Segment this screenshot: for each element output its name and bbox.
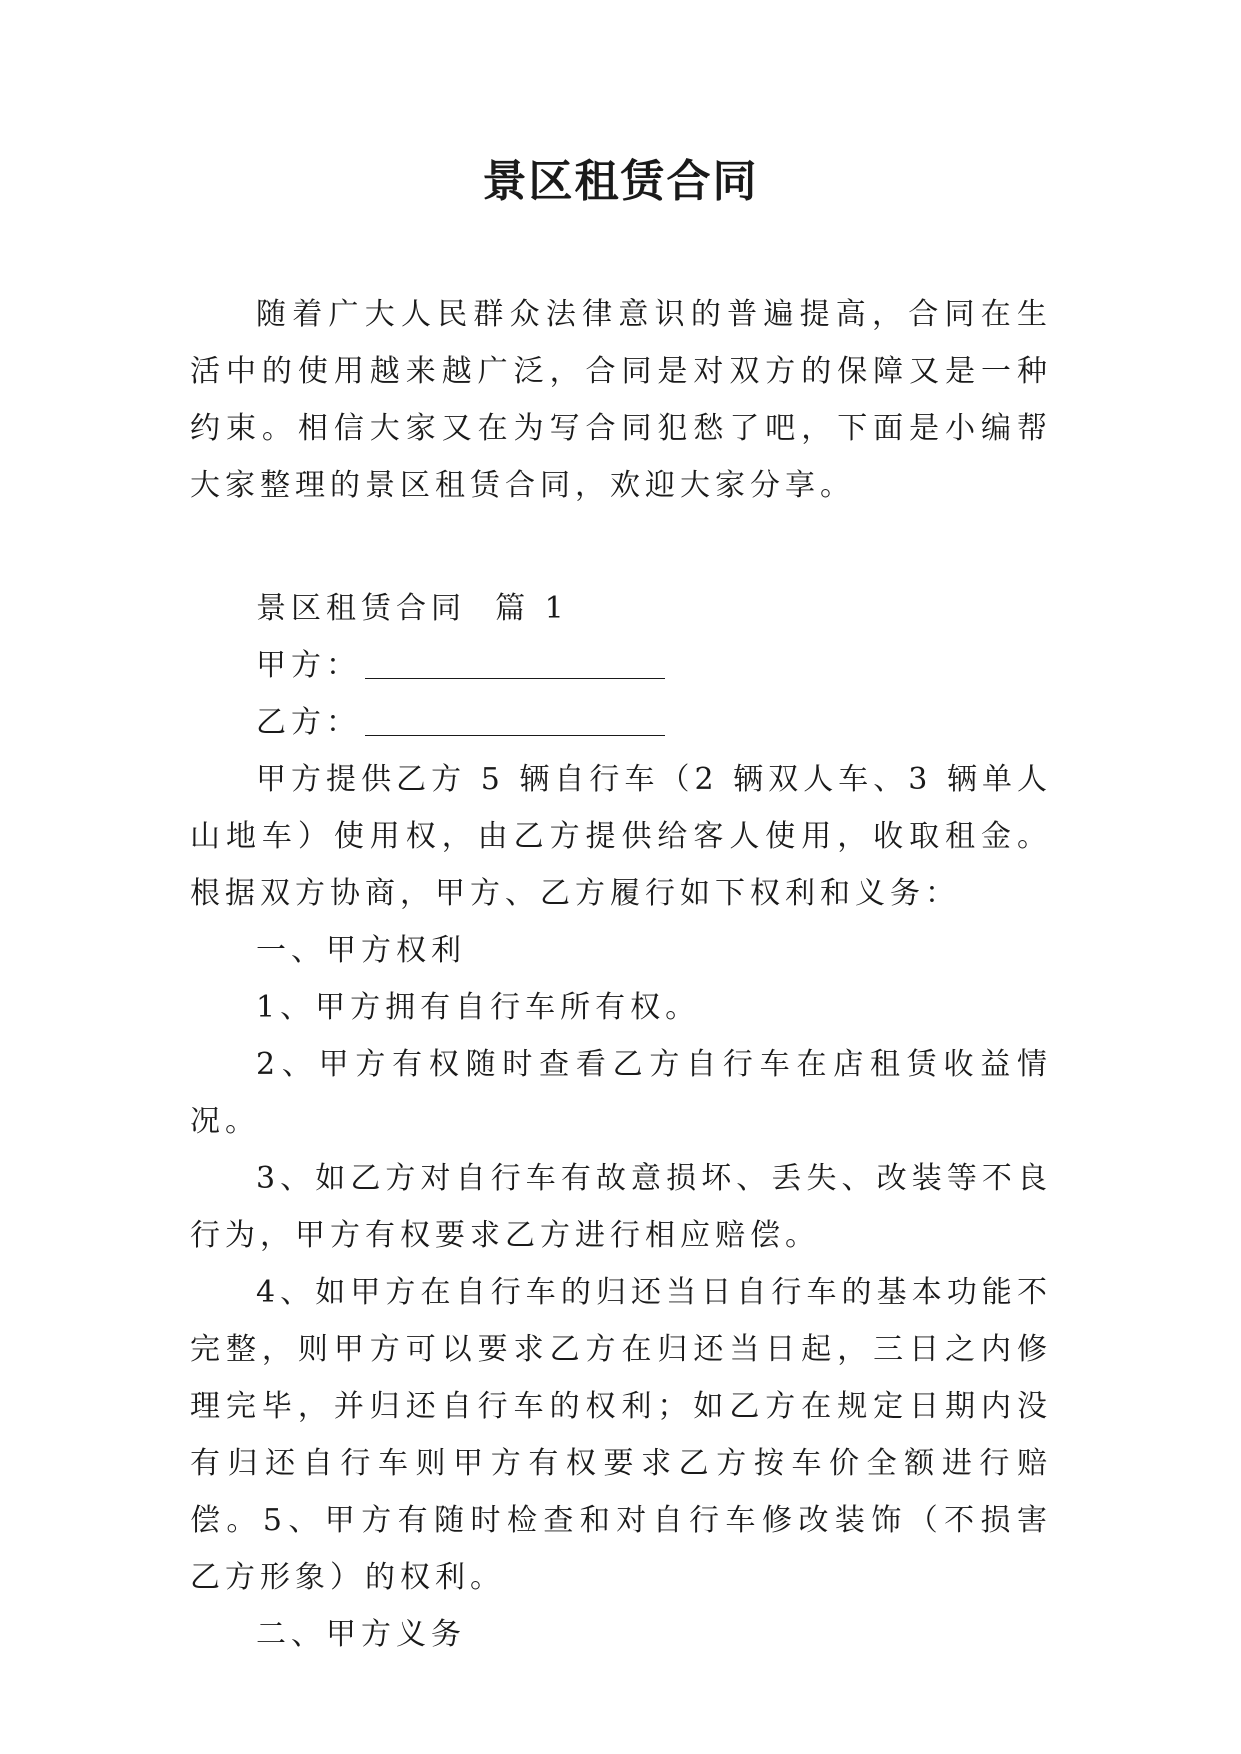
party-a-blank	[365, 648, 665, 679]
heading-party-a-rights: 一、甲方权利	[256, 933, 466, 968]
party-b-label: 乙方：	[256, 705, 361, 740]
party-a-line	[190, 637, 1052, 694]
section-heading: 景区租赁合同 篇 1	[256, 591, 569, 626]
clause-1: 1、甲方拥有自行车所有权。	[256, 990, 701, 1025]
document-title: 景区租赁合同	[482, 156, 759, 207]
party-b-blank	[365, 705, 665, 736]
clause-2: 2、甲方有权随时查看乙方自行车在店租赁收益情况。	[190, 1047, 1052, 1139]
intro-paragraph: 随着广大人民群众法律意识的普遍提高，合同在生活中的使用越来越广泛，合同是对双方的保障又是一种约束。相信大家又在为写合同犯愁了吧，下面是小编帮大家整理的景区租赁合同，欢迎大家分享。	[190, 297, 1052, 503]
heading-party-a-obligations: 二、甲方义务	[256, 1617, 466, 1652]
party-a-label: 甲方：	[256, 648, 361, 683]
paragraph-provision: 甲方提供乙方 5 辆自行车（2 辆双人车、3 辆单人山地车）使用权，由乙方提供给客人使用，收取租金。根据双方协商，甲方、乙方履行如下权利和义务：	[190, 762, 1052, 911]
clause-3: 3、如乙方对自行车有故意损坏、丢失、改装等不良行为，甲方有权要求乙方进行相应赔偿。	[190, 1161, 1052, 1253]
contract-section	[190, 580, 1052, 1663]
clause-4-5: 4、如甲方在自行车的归还当日自行车的基本功能不完整，则甲方可以要求乙方在归还当日起，三日之内修理完毕，并归还自行车的权利；如乙方在规定日期内没有归还自行车则甲方有权要求乙方按车价全额进行赔偿。5、甲方有随时检查和对自行车修改装饰（不损害乙方形象）的权利。	[190, 1275, 1052, 1595]
party-b-line	[190, 694, 1052, 751]
